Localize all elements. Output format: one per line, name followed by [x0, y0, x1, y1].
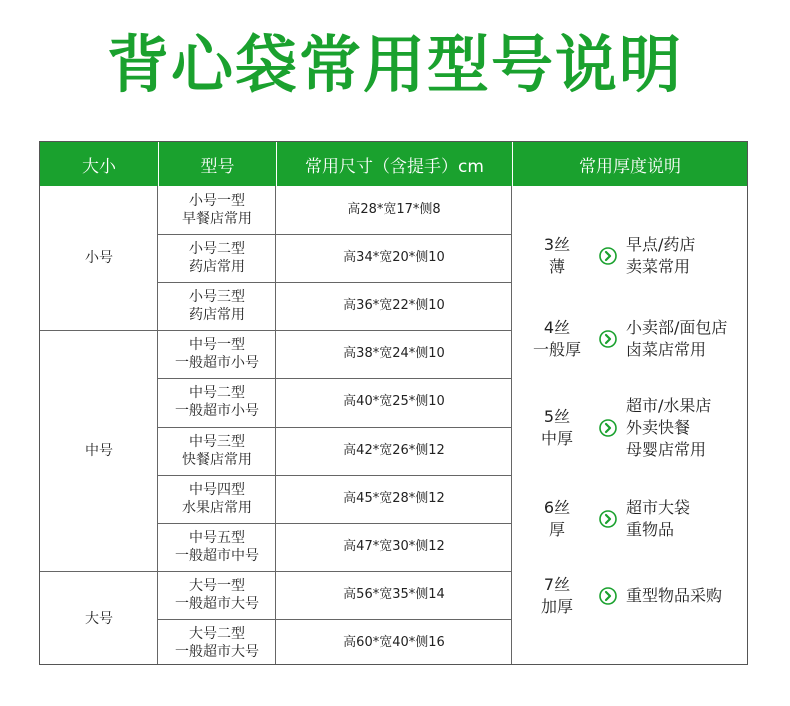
header-cell: 常用厚度说明 — [512, 142, 747, 186]
dimension-cell: 高45*宽28*侧12 — [343, 490, 445, 506]
header-cell: 大小 — [40, 142, 158, 186]
thickness-entry — [522, 395, 711, 461]
thickness-uses — [626, 317, 727, 361]
thickness-uses — [626, 585, 722, 607]
model-text — [175, 577, 259, 613]
thickness-label — [522, 234, 592, 278]
thickness-use-line: 超市大袋 — [626, 498, 691, 517]
model-cell — [158, 378, 276, 426]
model-line: 药店常用 — [189, 259, 245, 276]
model-cell — [158, 282, 276, 330]
thickness-entry — [522, 497, 690, 541]
model-line: 一般超市大号 — [175, 643, 259, 660]
thickness-label-line: 7丝 — [543, 575, 571, 594]
model-line: 早餐店常用 — [182, 211, 252, 228]
model-cell — [158, 427, 276, 475]
thickness-use-line: 重型物品采购 — [626, 586, 723, 605]
dimension-cell: 高47*宽30*侧12 — [343, 538, 445, 554]
thickness-use-line: 母婴店常用 — [626, 440, 707, 459]
thickness-entry — [522, 234, 695, 278]
model-line: 大号一型 — [189, 577, 245, 594]
model-line: 一般超市大号 — [175, 595, 259, 612]
thickness-entry — [522, 574, 722, 618]
model-line: 一般超市中号 — [175, 547, 259, 564]
model-text — [175, 529, 259, 565]
thickness-use-line: 小卖部/面包店 — [626, 318, 728, 337]
model-line: 小号一型 — [189, 193, 245, 210]
thickness-use-line: 超市/水果店 — [626, 396, 712, 415]
model-cell — [158, 234, 276, 282]
model-line: 大号二型 — [189, 625, 245, 642]
model-cell — [158, 330, 276, 378]
model-line: 中号二型 — [189, 385, 245, 402]
model-text — [182, 192, 252, 228]
chevron-right-circle-icon — [598, 509, 618, 529]
model-cell — [158, 523, 276, 571]
dimension-cell: 高34*宽20*侧10 — [343, 250, 445, 266]
model-cell — [158, 571, 276, 619]
model-line: 一般超市小号 — [175, 403, 259, 420]
model-line: 药店常用 — [189, 307, 245, 324]
model-line: 水果店常用 — [182, 499, 252, 516]
dimension-cell: 高60*宽40*侧16 — [343, 634, 445, 650]
chevron-right-circle-icon — [598, 418, 618, 438]
model-text — [175, 625, 259, 661]
model-text — [175, 384, 259, 420]
model-line: 小号三型 — [189, 289, 245, 306]
model-line: 中号四型 — [189, 481, 245, 498]
thickness-label — [522, 317, 592, 361]
model-text — [189, 288, 245, 324]
thickness-label-line: 薄 — [548, 257, 565, 276]
thickness-label — [522, 406, 592, 450]
thickness-label-line: 中厚 — [540, 429, 573, 448]
chevron-right-circle-icon — [598, 586, 618, 606]
thickness-label-line: 4丝 — [543, 318, 571, 337]
model-cell — [158, 186, 276, 234]
chevron-right-circle-icon — [598, 329, 618, 349]
thickness-use-line: 外卖快餐 — [626, 418, 691, 437]
dimension-cell: 高28*宽17*侧8 — [347, 202, 441, 218]
size-cell: 大号 — [85, 610, 113, 627]
size-cell: 小号 — [85, 250, 113, 267]
thickness-label-line: 3丝 — [543, 235, 571, 254]
thickness-label-line: 加厚 — [540, 597, 573, 616]
thickness-use-line: 早点/药店 — [626, 235, 696, 254]
model-line: 中号一型 — [189, 337, 245, 354]
dimension-cell: 高42*宽26*侧12 — [343, 442, 445, 458]
model-line: 中号三型 — [189, 433, 245, 450]
header-cell: 常用尺寸（含提手）cm — [276, 142, 512, 186]
thickness-label — [522, 497, 592, 541]
model-text — [189, 240, 245, 276]
dimension-cell: 高56*宽35*侧14 — [343, 586, 445, 602]
thickness-entry — [522, 317, 727, 361]
thickness-use-line: 重物品 — [626, 520, 675, 539]
size-cell: 中号 — [85, 442, 113, 459]
model-line: 快餐店常用 — [182, 451, 252, 468]
model-text — [175, 336, 259, 372]
thickness-label-line: 厚 — [548, 520, 565, 539]
thickness-use-line: 卤菜店常用 — [626, 340, 707, 359]
chevron-right-circle-icon — [598, 246, 618, 266]
model-line: 小号二型 — [189, 241, 245, 258]
dimension-cell: 高38*宽24*侧10 — [343, 346, 445, 362]
thickness-label-line: 6丝 — [543, 498, 571, 517]
thickness-uses — [626, 395, 711, 461]
model-text — [182, 433, 252, 469]
header-cell: 型号 — [158, 142, 276, 186]
thickness-use-line: 卖菜常用 — [626, 257, 691, 276]
model-line: 中号五型 — [189, 529, 245, 546]
thickness-label — [522, 574, 592, 618]
model-line: 一般超市小号 — [175, 355, 259, 372]
thickness-uses — [626, 497, 690, 541]
page-title: 背心袋常用型号说明 — [106, 28, 683, 101]
thickness-label-line: 一般厚 — [532, 340, 581, 359]
model-cell — [158, 619, 276, 667]
dimension-cell: 高40*宽25*侧10 — [343, 394, 445, 410]
bag-spec-table — [39, 141, 748, 665]
dimension-cell: 高36*宽22*侧10 — [343, 298, 445, 314]
model-text — [182, 481, 252, 517]
thickness-uses — [626, 234, 695, 278]
thickness-label-line: 5丝 — [543, 407, 571, 426]
model-cell — [158, 475, 276, 523]
